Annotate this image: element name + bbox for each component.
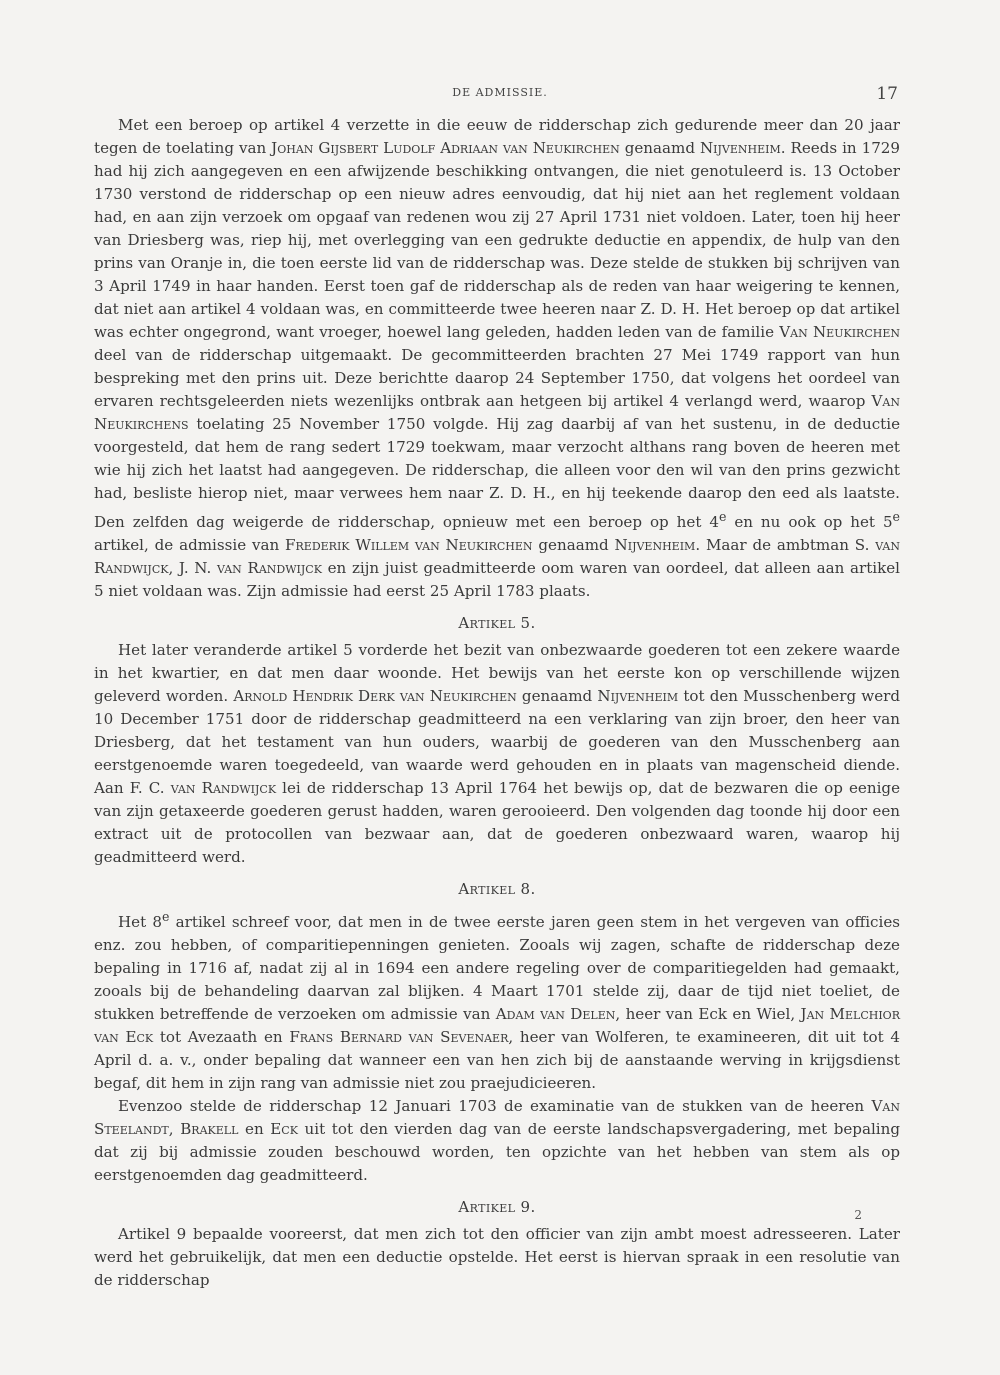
text-run: genaamd [619,139,700,157]
text-run: tot Avezaath en [153,1028,290,1047]
person-name: Nijvenheim [614,536,696,555]
ordinal-superscript: e [718,509,727,524]
paragraph-article-5 [94,639,900,869]
text-run: toelating 25 November 1750 volgde. Hij zag daarbij af van het sustenu, in de deductie voorgesteld, dat hem de rang sedert 1729 toekwam, maar verzocht althans rang boven de heeren met wie hij zich het laatst had aangegeven. De ridderschap, die alleen voor den wil van den prins gezwicht had, besliste hierop niet, maar verwees hem naar Z. D. H., en hij teekende daarop den eed als laatste. Den zelfden dag weigerde de ridderschap, opnieuw met een beroep op het 4 [94,415,900,532]
text-run: uit tot den vierden dag van de eerste landschapsvergadering, met bepaling dat zij bij admissie zouden beschouwd worden, ten opzichte van het hebben van stem als op eerstgenoemden dag geadmitteerd. [94,1120,900,1185]
ordinal-superscript: e [162,909,170,925]
person-name: van Randwijck [217,559,322,578]
person-name: Johan Gijsbert Ludolf Adriaan van Neukirchen [271,139,620,157]
text-run: . Reeds in 1729 had hij zich aangegeven en een afwijzende beschikking ontvangen, die niet genotuleerd is. 13 October 1730 verstond de ridderschap op een nieuw adres eenvoudig, dat hij niet aan het reglement voldaan had, en aan zijn verzoek om opgaaf van redenen wou zij 27 April 1731 niet voldoen. Later, toen hij heer van Driesberg was, riep hij, met overlegging van een gedrukte deductie en appendix, de hulp van den prins van Oranje in, die toen eerste lid van de ridderschap was. Deze stelde de stukken bij schrijven van 3 April 1749 in haar handen. Eerst toen gaf de ridderschap als de reden van haar weigering te kennen, dat niet aan artikel 4 voldaan was, en committeerde twee heeren naar Z. D. H. Het beroep op dat artikel was echter ongegrond, want vroeger, hoewel lang geleden, hadden leden van de familie [94,139,900,341]
person-name: Nijvenheim [699,139,781,157]
person-name: van Randwijck [94,536,900,578]
text-run: genaamd [516,687,598,706]
text-run: , J. N. [168,559,218,578]
text-run: artikel schreef voor, dat men in de twee eerste jaren geen stem in het vergeven van officies enz. zou hebben, of comparitiepenningen genieten. Zooals wij zagen, schafte de ridderschap deze bepaling in 1716 af, nadat zij al in 1694 een andere regeling over de comparitiegelden had gemaakt, zooals bij de behandeling daarvan zal blijken. 4 Maart 1701 stelde zij, daar de tijd niet toeliet, de stukken betreffende de verzoeken om admissie van [94,913,901,1024]
person-name: Frans Bernard van Sevenaer [289,1028,509,1047]
text-run: lei de ridderschap 13 April 1764 het bewijs op, dat de bezwaren die op eenige van zijn getaxeerde goederen gerust hadden, waren gerooieerd. Den volgenden dag toonde hij door een extract uit de protocollen van bezwaar aan, dat de goederen onbezwaard waren, waarop hij geadmitteerd werd. [94,779,900,867]
text-run: en [238,1120,271,1139]
section-heading-article-9: Artikel 9. [458,1198,536,1217]
person-name: Brakell [180,1120,239,1139]
person-name: Frederik Willem van Neukirchen [285,536,533,555]
paragraph-article-9 [94,1223,900,1292]
person-name: Eck [270,1120,298,1139]
ordinal-superscript: e [892,509,900,524]
person-name: Jan Melchior van Eck [94,1005,900,1047]
person-name: van Randwijck [170,779,277,798]
person-name: Van Steelandt [94,1097,900,1139]
section-heading-article-8: Artikel 8. [458,880,536,899]
running-title: DE ADMISSIE. [452,86,548,99]
signature-mark: 2 [854,1208,862,1222]
person-name: Arnold Hendrik Derk van Neukirchen [233,687,517,706]
text-run: Het later veranderde artikel 5 vorderde het bezit van onbezwaarde goederen tot een zekere waarde in het kwartier, en dat men daar woonde. Het bewijs van het eerste kon op verschillende wijzen geleverd worden. [94,641,900,706]
text-run: Artikel 9 bepaalde vooreerst, dat men zich tot den officier van zijn ambt moest adresseeren. Later werd het gebruikelijk, dat men een deductie opstelde. Het eerst is hiervan spraak in een resolutie van de ridderschap [94,1225,900,1290]
person-name: Van Neukirchens [94,392,900,433]
page-number: 17 [876,84,898,104]
text-run: Het 8 [118,913,162,932]
text-run: Met een beroep op artikel 4 verzette in die eeuw de ridderschap zich gedurende meer dan 20 jaar tegen de toelating van [94,116,900,157]
text-run: deel van de ridderschap uitgemaakt. De gecommitteerden brachten 27 Mei 1749 rapport van hun bespreking met den prins uit. Deze berichtte daarop 24 September 1750, dat volgens het oordeel van ervaren rechtsgeleerden niets wezenlijks ontbrak aan hetgeen bij artikel 4 verlangd werd, waarop [94,346,900,410]
body-text [94,114,900,1292]
text-run: . Maar de ambtman S. [695,536,876,555]
text-run: artikel, de admissie van [94,536,286,555]
text-run: en zijn juist geadmitteerde oom waren van oordeel, dat alleen aan artikel 5 niet voldaan was. Zijn admissie had eerst 25 April 1783 plaats. [94,559,900,601]
text-run: genaamd [532,536,615,555]
text-run: tot den Musschenberg werd 10 December 1751 door de ridderschap geadmitteerd na een verklaring van zijn broer, den heer van Driesberg, dat het testament van hun ouders, waarbij de goederen van den Musschenberg aan eerstgenoemde waren toegedeeld, van waarde werd gehouden en in plaats van magenscheid diende. Aan F. C. [94,687,900,798]
text-run: , [168,1120,181,1139]
text-run: en nu ook op het 5 [726,513,893,532]
paragraph-article-8-continued [94,1095,900,1187]
text-run: , heer van Wolferen, te examineeren, dit uit tot 4 April d. a. v., onder bepaling dat wanneer een van hen zich bij de aanstaande werving in krijgsdienst begaf, dit hem in zijn rang van admissie niet zou praejudicieeren. [94,1028,900,1093]
person-name: Van Neukirchen [779,323,900,341]
person-name: Adam van Delen [495,1005,616,1024]
paragraph-article-4-conclusion [94,114,900,603]
text-run: Evenzoo stelde de ridderschap 12 Januari 1703 de examinatie van de stukken van de heeren [118,1097,872,1116]
person-name: Nijvenheim [597,687,679,706]
section-heading-article-5: Artikel 5. [458,614,536,633]
text-run: , heer van Eck en Wiel, [615,1005,801,1024]
paragraph-article-8 [94,905,900,1095]
